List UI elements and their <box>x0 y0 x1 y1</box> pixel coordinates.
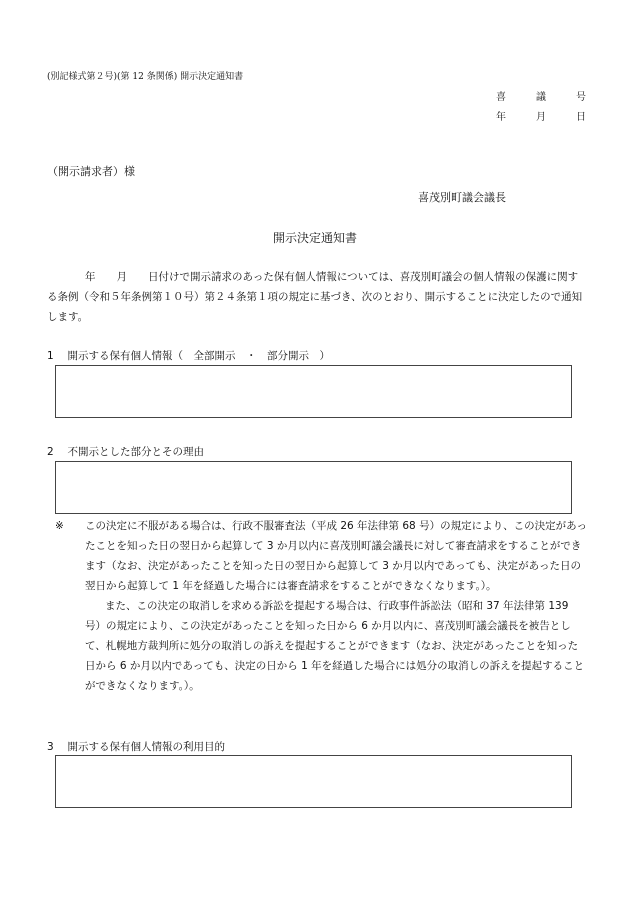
section-1-box <box>55 365 572 418</box>
section-3-title <box>47 739 225 754</box>
date-month: 月 <box>536 112 546 123</box>
document-title: 開示決定通知書 <box>272 231 357 245</box>
note-text-2: また、この決定の取消しを求める訴訟を提起する場合は、行政事件訴訟法（昭和 37 年法律第 139 号）の規定により、この決定があったことを知った日から 6 か月以内に、喜茂別町議会議長を被告として、札幌地方裁判所に処分の取消しの訴えを提起することができます（なお、決定があったことを知った日から 6 か月以内であっても、決定の日から 1 年を経過した場合には処分の取消しの訴えを提起することができなくなります。）。 <box>85 600 585 692</box>
section-1-title <box>47 348 330 363</box>
doc-number-prefix: 喜 <box>496 92 506 103</box>
section-2-box <box>55 461 572 514</box>
doc-number-mid: 議 <box>536 92 546 103</box>
note-text-1: この決定に不服がある場合は、行政不服審査法（平成 26 年法律第 68 号）の規定により、この決定があったことを知った日の翌日から起算して 3 か月以内に喜茂別町議会議長に対して審査請求をすることができます（なお、決定があったことを知った日の翌日から起算して 3 か月以内であっても、決定があった日の翌日から起算して 1 年を経過した場合には審査請求をすることができなくなります。）。 <box>85 520 587 592</box>
note-mark: ※ <box>55 520 64 532</box>
section-2-number: 2 <box>47 446 54 458</box>
section-1-label: 開示する保有個人情報（ 全部開示 ・ 部分開示 ） <box>67 350 331 362</box>
doc-number-suffix: 号 <box>576 92 586 103</box>
form-label: (別記様式第２号)(第 12 条関係) 開示決定通知書 <box>47 72 244 82</box>
date-day: 日 <box>576 112 586 123</box>
section-2-label: 不開示とした部分とその理由 <box>67 446 205 458</box>
requester-line: （開示請求者）様 <box>47 165 135 178</box>
appeal-note-paragraph-1 <box>55 516 587 596</box>
issuer-line: 喜茂別町議会議長 <box>418 191 506 204</box>
document-date <box>466 108 586 123</box>
section-3-label: 開示する保有個人情報の利用目的 <box>67 741 226 753</box>
section-2-title <box>47 444 204 459</box>
intro-text: 年 月 日付けで開示請求のあった保有個人情報については、喜茂別町議会の個人情報の保護に関する条例（令和５年条例第１０号）第２４条第１項の規定に基づき、次のとおり、開示することに決定したので通知します。 <box>47 271 583 323</box>
appeal-note <box>55 516 587 696</box>
section-3-box <box>55 755 572 808</box>
document-number <box>466 88 586 103</box>
appeal-note-paragraph-2 <box>55 596 587 696</box>
date-year: 年 <box>496 112 506 123</box>
intro-paragraph <box>47 267 587 327</box>
section-1-number: 1 <box>47 350 54 362</box>
section-3-number: 3 <box>47 741 54 753</box>
